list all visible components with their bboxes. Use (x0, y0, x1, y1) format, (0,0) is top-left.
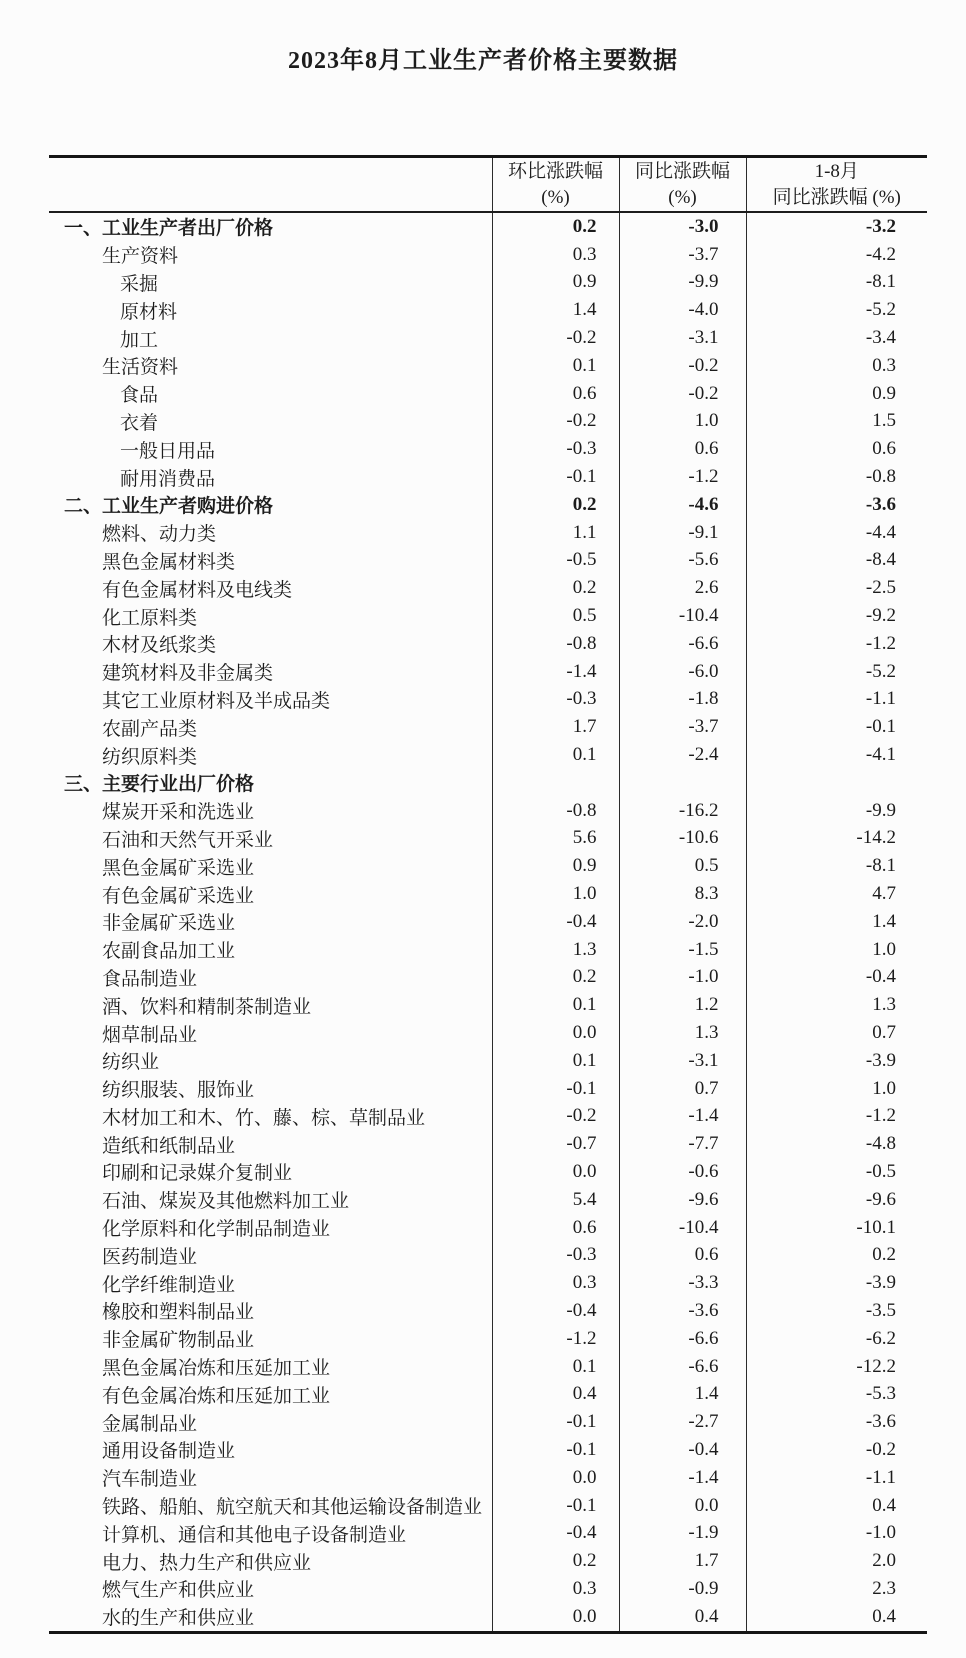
mom-value: 0.2 (492, 574, 619, 602)
yoy-value: 1.2 (619, 991, 746, 1019)
table-row (49, 1464, 927, 1492)
ytd-value: -4.4 (746, 519, 927, 547)
row-label: 有色金属冶炼和压延加工业 (102, 1385, 331, 1407)
mom-value: -0.1 (492, 463, 619, 491)
ytd-value: -0.1 (746, 713, 927, 741)
table-row (49, 1075, 927, 1103)
ytd-value: -4.1 (746, 741, 927, 769)
mom-value: -0.3 (492, 1241, 619, 1269)
row-label: 燃气生产和供应业 (102, 1580, 255, 1602)
table-row (49, 797, 927, 825)
mom-value: 0.1 (492, 741, 619, 769)
mom-value: -1.2 (492, 1325, 619, 1353)
yoy-value: -1.5 (619, 936, 746, 964)
table-row (49, 1408, 927, 1436)
yoy-value: -0.6 (619, 1158, 746, 1186)
table-row (49, 1492, 927, 1520)
ytd-value: 2.3 (746, 1575, 927, 1603)
table-row (49, 880, 927, 908)
row-label: 烟草制品业 (102, 1024, 198, 1046)
ytd-value: 1.5 (746, 408, 927, 436)
header-category (49, 157, 492, 213)
mom-value: 0.2 (492, 964, 619, 992)
table-row (49, 1603, 927, 1632)
table-row (49, 408, 927, 436)
ytd-value: -3.6 (746, 491, 927, 519)
mom-value: 0.4 (492, 1380, 619, 1408)
ytd-value: -1.2 (746, 630, 927, 658)
mom-value: 0.1 (492, 1353, 619, 1381)
header-mom-line2: (%) (541, 186, 570, 208)
row-label: 三、主要行业出厂价格 (64, 774, 255, 796)
table-row (49, 1380, 927, 1408)
yoy-value: -3.6 (619, 1297, 746, 1325)
yoy-value: 1.4 (619, 1380, 746, 1408)
ytd-value: -8.1 (746, 852, 927, 880)
mom-value: 0.1 (492, 1047, 619, 1075)
mom-value: 0.3 (492, 1269, 619, 1297)
row-label: 黑色金属材料类 (102, 551, 236, 573)
ytd-value: -8.4 (746, 547, 927, 575)
yoy-value: -6.0 (619, 658, 746, 686)
yoy-value: -1.4 (619, 1464, 746, 1492)
table-row (49, 1019, 927, 1047)
yoy-value: -7.7 (619, 1130, 746, 1158)
mom-value: 0.2 (492, 1547, 619, 1575)
yoy-value: -6.6 (619, 1353, 746, 1381)
header-mom (492, 157, 619, 213)
ytd-value: 0.7 (746, 1019, 927, 1047)
ytd-value: -9.9 (746, 797, 927, 825)
yoy-value: -1.4 (619, 1103, 746, 1131)
mom-value: 0.3 (492, 1575, 619, 1603)
mom-value: -0.1 (492, 1492, 619, 1520)
row-label: 金属制品业 (102, 1413, 198, 1435)
mom-value: 0.3 (492, 241, 619, 269)
row-label: 生产资料 (102, 246, 179, 268)
yoy-value: -6.6 (619, 630, 746, 658)
header-row (49, 157, 927, 213)
mom-value: 0.2 (492, 212, 619, 241)
ytd-value: -3.9 (746, 1047, 927, 1075)
table-row (49, 296, 927, 324)
table-row (49, 1519, 927, 1547)
mom-value: -0.5 (492, 547, 619, 575)
table-row (49, 1269, 927, 1297)
row-label: 食品 (120, 385, 159, 407)
yoy-value: 0.0 (619, 1492, 746, 1520)
table-row (49, 1047, 927, 1075)
mom-value: 1.1 (492, 519, 619, 547)
ytd-value: -8.1 (746, 269, 927, 297)
row-label: 黑色金属矿采选业 (102, 857, 255, 879)
mom-value: 0.0 (492, 1158, 619, 1186)
yoy-value: -2.0 (619, 908, 746, 936)
yoy-value: -2.4 (619, 741, 746, 769)
row-label: 石油、煤炭及其他燃料加工业 (102, 1191, 350, 1213)
table-row (49, 1353, 927, 1381)
row-label: 有色金属材料及电线类 (102, 579, 293, 601)
mom-value: -0.8 (492, 797, 619, 825)
ytd-value: -1.1 (746, 686, 927, 714)
table-row (49, 741, 927, 769)
row-label: 加工 (120, 329, 159, 351)
mom-value: 0.1 (492, 991, 619, 1019)
table-row (49, 1575, 927, 1603)
table-row (49, 547, 927, 575)
yoy-value: 8.3 (619, 880, 746, 908)
ytd-value: 0.4 (746, 1603, 927, 1632)
table-row (49, 1241, 927, 1269)
mom-value: 1.7 (492, 713, 619, 741)
row-label: 有色金属矿采选业 (102, 885, 255, 907)
yoy-value: -0.4 (619, 1436, 746, 1464)
row-label: 纺织服装、服饰业 (102, 1080, 255, 1102)
table-row (49, 936, 927, 964)
table-body (49, 212, 927, 1632)
row-label: 铁路、船舶、航空航天和其他运输设备制造业 (102, 1497, 483, 1519)
yoy-value: -3.1 (619, 1047, 746, 1075)
header-yoy-line2: (%) (668, 186, 697, 208)
row-label: 造纸和纸制品业 (102, 1135, 236, 1157)
header-mom-line1: 环比涨跌幅 (507, 160, 603, 182)
row-label: 电力、热力生产和供应业 (102, 1552, 312, 1574)
yoy-value: -3.7 (619, 713, 746, 741)
mom-value: -0.7 (492, 1130, 619, 1158)
ytd-value: -3.2 (746, 212, 927, 241)
ytd-value: 1.4 (746, 908, 927, 936)
mom-value: 5.6 (492, 825, 619, 853)
table-row (49, 1103, 927, 1131)
table-row (49, 1547, 927, 1575)
ytd-value: -0.4 (746, 964, 927, 992)
row-label: 农副食品加工业 (102, 941, 236, 963)
yoy-value: -4.6 (619, 491, 746, 519)
yoy-value: -0.2 (619, 380, 746, 408)
row-label: 纺织业 (102, 1052, 160, 1074)
row-label: 煤炭开采和洗选业 (102, 802, 255, 824)
mom-value: 0.2 (492, 491, 619, 519)
mom-value: 0.9 (492, 852, 619, 880)
ytd-value (746, 769, 927, 797)
ytd-value: -1.2 (746, 1103, 927, 1131)
ytd-value: -0.8 (746, 463, 927, 491)
row-label: 原材料 (120, 301, 178, 323)
row-label: 化学原料和化学制品制造业 (102, 1219, 331, 1241)
ytd-value: -3.6 (746, 1408, 927, 1436)
table-row (49, 1158, 927, 1186)
table-header (49, 157, 927, 213)
table-row (49, 324, 927, 352)
yoy-value: -0.9 (619, 1575, 746, 1603)
table-row (49, 1186, 927, 1214)
row-label: 一般日用品 (120, 440, 216, 462)
ytd-value: -2.5 (746, 574, 927, 602)
yoy-value: -9.9 (619, 269, 746, 297)
ytd-value: -12.2 (746, 1353, 927, 1381)
mom-value: -1.4 (492, 658, 619, 686)
yoy-value: -5.6 (619, 547, 746, 575)
row-label: 化学纤维制造业 (102, 1274, 236, 1296)
yoy-value: -3.0 (619, 212, 746, 241)
yoy-value: 0.7 (619, 1075, 746, 1103)
row-label: 黑色金属冶炼和压延加工业 (102, 1358, 331, 1380)
yoy-value: 2.6 (619, 574, 746, 602)
ytd-value: -1.0 (746, 1519, 927, 1547)
mom-value (492, 769, 619, 797)
mom-value: -0.1 (492, 1436, 619, 1464)
row-label: 建筑材料及非金属类 (102, 663, 274, 685)
ytd-value: -9.2 (746, 602, 927, 630)
mom-value: -0.4 (492, 1519, 619, 1547)
table-row (49, 686, 927, 714)
table-row (49, 1130, 927, 1158)
table-row (49, 769, 927, 797)
yoy-value: -1.2 (619, 463, 746, 491)
mom-value: -0.4 (492, 908, 619, 936)
row-label: 纺织原料类 (102, 746, 198, 768)
row-label: 耐用消费品 (120, 468, 216, 490)
ytd-value: 0.9 (746, 380, 927, 408)
row-label: 汽车制造业 (102, 1469, 198, 1491)
table-row (49, 630, 927, 658)
page-title: 2023年8月工业生产者价格主要数据 (288, 48, 678, 75)
ytd-value: 2.0 (746, 1547, 927, 1575)
ytd-value: 0.4 (746, 1492, 927, 1520)
ytd-value: 1.3 (746, 991, 927, 1019)
table-row (49, 380, 927, 408)
mom-value: 0.5 (492, 602, 619, 630)
yoy-value: -2.7 (619, 1408, 746, 1436)
ytd-value: -5.2 (746, 296, 927, 324)
yoy-value: -6.6 (619, 1325, 746, 1353)
ytd-value: -0.5 (746, 1158, 927, 1186)
table-row (49, 435, 927, 463)
ytd-value: 0.3 (746, 352, 927, 380)
row-label: 采掘 (120, 273, 159, 295)
ytd-value: -5.2 (746, 658, 927, 686)
table-row (49, 463, 927, 491)
header-ytd (746, 157, 927, 213)
mom-value: 5.4 (492, 1186, 619, 1214)
row-label: 通用设备制造业 (102, 1441, 236, 1463)
table-row (49, 1214, 927, 1242)
yoy-value: -0.2 (619, 352, 746, 380)
mom-value: 1.4 (492, 296, 619, 324)
mom-value: 0.9 (492, 269, 619, 297)
row-label: 水的生产和供应业 (102, 1608, 255, 1630)
mom-value: -0.1 (492, 1075, 619, 1103)
table-row (49, 269, 927, 297)
ytd-value: -5.3 (746, 1380, 927, 1408)
mom-value: -0.4 (492, 1297, 619, 1325)
mom-value: 0.0 (492, 1603, 619, 1632)
row-label: 木材及纸浆类 (102, 635, 217, 657)
table-row (49, 519, 927, 547)
table-row (49, 991, 927, 1019)
table-row (49, 825, 927, 853)
mom-value: 1.0 (492, 880, 619, 908)
yoy-value: -10.6 (619, 825, 746, 853)
yoy-value: -9.6 (619, 1186, 746, 1214)
row-label: 非金属矿物制品业 (102, 1330, 255, 1352)
yoy-value: -1.9 (619, 1519, 746, 1547)
mom-value: 0.1 (492, 352, 619, 380)
mom-value: -0.1 (492, 1408, 619, 1436)
ytd-value: -3.4 (746, 324, 927, 352)
mom-value: -0.2 (492, 1103, 619, 1131)
row-label: 农副产品类 (102, 718, 198, 740)
yoy-value: -3.3 (619, 1269, 746, 1297)
ytd-value: -10.1 (746, 1214, 927, 1242)
ytd-value: -3.5 (746, 1297, 927, 1325)
yoy-value: -9.1 (619, 519, 746, 547)
ytd-value: 0.2 (746, 1241, 927, 1269)
table-row (49, 1325, 927, 1353)
ytd-value: -3.9 (746, 1269, 927, 1297)
row-label: 其它工业原材料及半成品类 (102, 690, 331, 712)
ytd-value: -1.1 (746, 1464, 927, 1492)
row-label: 化工原料类 (102, 607, 198, 629)
yoy-value: -3.1 (619, 324, 746, 352)
row-label: 非金属矿采选业 (102, 913, 236, 935)
yoy-value: -1.8 (619, 686, 746, 714)
ytd-value: 1.0 (746, 1075, 927, 1103)
mom-value: -0.2 (492, 324, 619, 352)
yoy-value: 0.6 (619, 1241, 746, 1269)
row-label: 石油和天然气开采业 (102, 829, 274, 851)
yoy-value: 0.5 (619, 852, 746, 880)
table-row (49, 713, 927, 741)
header-ytd-line2: 同比涨跌幅 (%) (772, 186, 901, 208)
row-label: 二、工业生产者购进价格 (64, 496, 274, 518)
ytd-value: -9.6 (746, 1186, 927, 1214)
price-data-table (49, 155, 927, 1634)
ytd-value: -14.2 (746, 825, 927, 853)
ytd-value: 0.6 (746, 435, 927, 463)
table-row (49, 908, 927, 936)
mom-value: 0.0 (492, 1464, 619, 1492)
table-row (49, 658, 927, 686)
row-label: 生活资料 (102, 357, 179, 379)
mom-value: 0.6 (492, 380, 619, 408)
mom-value: -0.3 (492, 435, 619, 463)
table-row (49, 491, 927, 519)
yoy-value (619, 769, 746, 797)
row-label: 酒、饮料和精制茶制造业 (102, 996, 312, 1018)
yoy-value: -1.0 (619, 964, 746, 992)
row-label: 燃料、动力类 (102, 524, 217, 546)
mom-value: -0.3 (492, 686, 619, 714)
yoy-value: -10.4 (619, 1214, 746, 1242)
mom-value: 0.0 (492, 1019, 619, 1047)
row-label: 计算机、通信和其他电子设备制造业 (102, 1524, 407, 1546)
yoy-value: -3.7 (619, 241, 746, 269)
table-row (49, 212, 927, 241)
ytd-value: 1.0 (746, 936, 927, 964)
table-row (49, 964, 927, 992)
header-yoy-line1: 同比涨跌幅 (634, 160, 730, 182)
yoy-value: 0.6 (619, 435, 746, 463)
mom-value: 0.6 (492, 1214, 619, 1242)
row-label: 木材加工和木、竹、藤、棕、草制品业 (102, 1107, 426, 1129)
table-row (49, 352, 927, 380)
yoy-value: -4.0 (619, 296, 746, 324)
mom-value: 1.3 (492, 936, 619, 964)
yoy-value: 0.4 (619, 1603, 746, 1632)
ytd-value: -6.2 (746, 1325, 927, 1353)
row-label: 一、工业生产者出厂价格 (64, 218, 274, 240)
mom-value: -0.8 (492, 630, 619, 658)
yoy-value: 1.0 (619, 408, 746, 436)
ytd-value: -4.2 (746, 241, 927, 269)
row-label: 衣着 (120, 412, 159, 434)
row-label: 食品制造业 (102, 968, 198, 990)
table-row (49, 1297, 927, 1325)
yoy-value: 1.3 (619, 1019, 746, 1047)
header-yoy (619, 157, 746, 213)
ytd-value: -0.2 (746, 1436, 927, 1464)
header-ytd-line1: 1-8月 (814, 160, 859, 182)
yoy-value: -10.4 (619, 602, 746, 630)
yoy-value: 1.7 (619, 1547, 746, 1575)
table-row (49, 574, 927, 602)
row-label: 橡胶和塑料制品业 (102, 1302, 255, 1324)
row-label: 印刷和记录媒介复制业 (102, 1163, 293, 1185)
ytd-value: 4.7 (746, 880, 927, 908)
table-row (49, 852, 927, 880)
ytd-value: -4.8 (746, 1130, 927, 1158)
table-row (49, 602, 927, 630)
table-row (49, 241, 927, 269)
table-row (49, 1436, 927, 1464)
row-label: 医药制造业 (102, 1246, 198, 1268)
mom-value: -0.2 (492, 408, 619, 436)
yoy-value: -16.2 (619, 797, 746, 825)
